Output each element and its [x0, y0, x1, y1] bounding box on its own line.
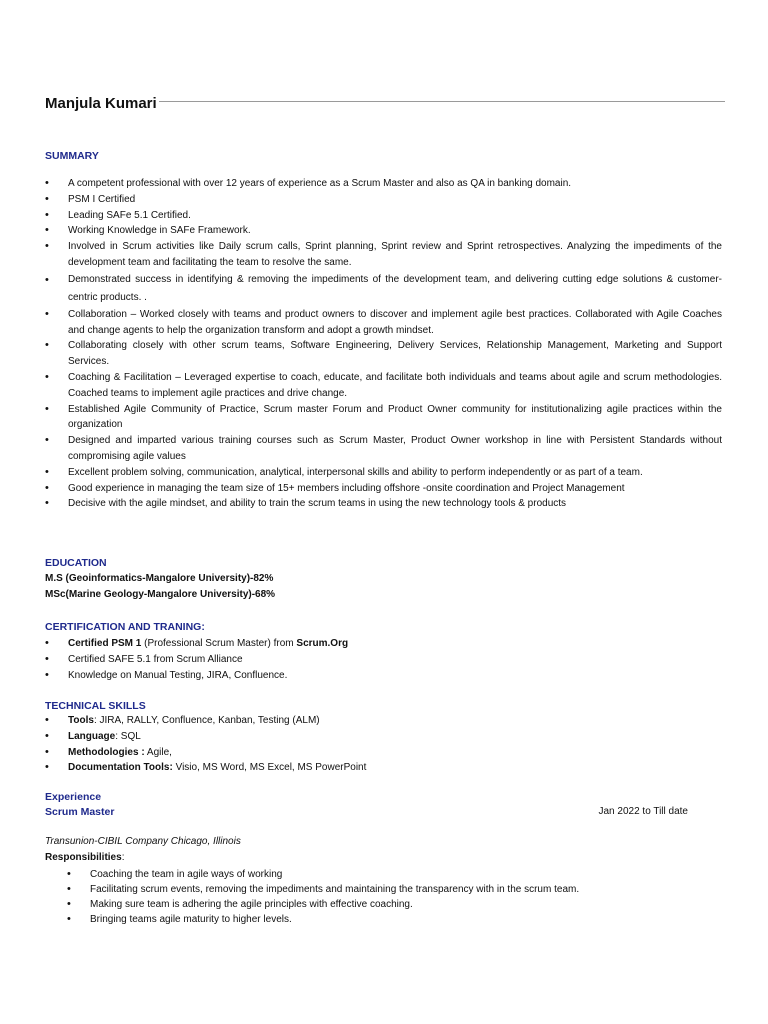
skills-list: [45, 713, 722, 776]
skills-heading: TECHNICAL SKILLS: [45, 700, 146, 712]
job-dates: Jan 2022 to Till date: [598, 806, 688, 817]
summary-item: • Designed and imparted various training courses such as Scrum Master, Product Owner workshop in line with Persistent Standards without compromising agile values: [45, 433, 722, 465]
job-company: Transunion-CIBIL Company Chicago, Illinois: [45, 836, 241, 847]
education-item: MSc(Marine Geology-Mangalore University)-68%: [45, 589, 276, 600]
certification-item: • Knowledge on Manual Testing, JIRA, Confluence.: [45, 668, 722, 684]
skill-item: • Tools: JIRA, RALLY, Confluence, Kanban, Testing (ALM): [45, 713, 722, 729]
summary-item: • A competent professional with over 12 years of experience as a Scrum Master and also as QA in banking domain.: [45, 176, 722, 192]
summary-list: [45, 176, 722, 512]
certification-item: • Certified PSM 1 (Professional Scrum Master) from Scrum.Org: [45, 636, 722, 652]
responsibility-item: • Facilitating scrum events, removing the impediments and maintaining the transparency with in the scrum team.: [67, 882, 707, 897]
summary-item: • Leading SAFe 5.1 Certified.: [45, 208, 722, 224]
summary-item: • Collaborating closely with other scrum teams, Software Engineering, Delivery Services, Relationship Management, Marketing and Support Services.: [45, 338, 722, 370]
summary-heading: SUMMARY: [45, 150, 99, 162]
responsibilities-list: [67, 867, 707, 927]
summary-item: • Established Agile Community of Practice, Scrum master Forum and Product Owner community for institutionalizing agile practices within the organization: [45, 402, 722, 434]
summary-item: • PSM I Certified: [45, 192, 722, 208]
summary-item: • Demonstrated success in identifying & removing the impediments of the development team, and delivering cutting edge solutions & customer-centric products. .: [45, 271, 722, 307]
summary-item: • Decisive with the agile mindset, and ability to train the scrum teams in using the new technology tools & products: [45, 496, 722, 512]
education-list: [45, 571, 275, 603]
summary-item: • Coaching & Facilitation – Leveraged expertise to coach, educate, and facilitate both individuals and teams about agile and scrum methodologies. Coached teams to implement agile practices and drive change.: [45, 370, 722, 402]
summary-item: • Good experience in managing the team size of 15+ members including offshore -onsite coordination and Project Management: [45, 481, 722, 497]
responsibilities-label: Responsibilities:: [45, 852, 125, 863]
responsibility-item: • Bringing teams agile maturity to higher levels.: [67, 912, 707, 927]
name-header: [45, 90, 725, 112]
job-role: Scrum Master: [45, 806, 115, 818]
responsibility-item: • Making sure team is adhering the agile principles with effective coaching.: [67, 897, 707, 912]
summary-item: • Working Knowledge in SAFe Framework.: [45, 223, 722, 239]
header-rule: [159, 101, 725, 102]
candidate-name: Manjula Kumari: [45, 95, 157, 112]
certification-list: [45, 636, 722, 683]
education-heading: EDUCATION: [45, 557, 107, 569]
responsibility-item: • Coaching the team in agile ways of working: [67, 867, 707, 882]
experience-heading: Experience: [45, 791, 102, 803]
summary-item: • Excellent problem solving, communication, analytical, interpersonal skills and ability to perform independently or as part of a team.: [45, 465, 722, 481]
skill-item: • Language: SQL: [45, 729, 722, 745]
skill-item: • Documentation Tools: Visio, MS Word, MS Excel, MS PowerPoint: [45, 760, 722, 776]
education-item: M.S (Geoinformatics-Mangalore University)-82%: [45, 573, 274, 584]
certification-item: • Certified SAFE 5.1 from Scrum Alliance: [45, 652, 722, 668]
certification-heading: CERTIFICATION AND TRANING:: [45, 621, 205, 633]
skill-item: • Methodologies : Agile,: [45, 745, 722, 761]
summary-item: • Collaboration – Worked closely with teams and product owners to discover and implement agile best practices. Collaborated with Agile Coaches and change agents to help the organization transform and adopt a growth mindset.: [45, 307, 722, 339]
summary-item: • Involved in Scrum activities like Daily scrum calls, Sprint planning, Sprint review and Sprint retrospectives. Analyzing the impediments of the development team and facilitating the team to resolve the same.: [45, 239, 722, 271]
